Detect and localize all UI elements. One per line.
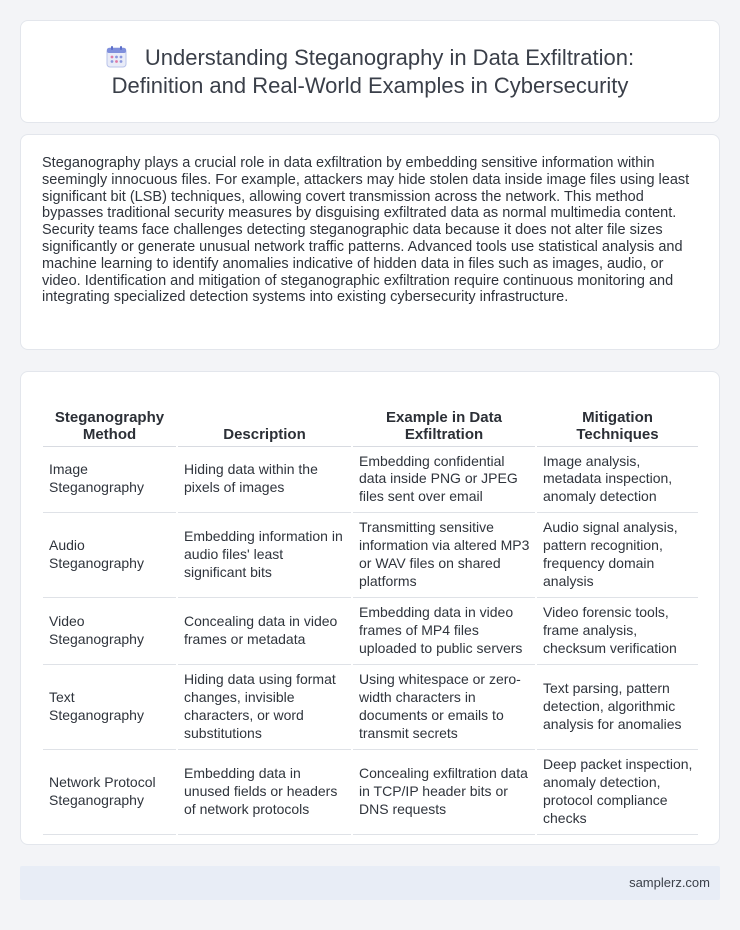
footer-bar xyxy=(20,866,720,900)
cell-example: Concealing exfiltration data in TCP/IP header bits or DNS requests xyxy=(352,749,536,834)
cell-description: Hiding data using format changes, invisible characters, or word substitutions xyxy=(177,664,352,749)
cell-example: Transmitting sensitive information via altered MP3 or WAV files on shared platforms xyxy=(352,512,536,597)
page-title xyxy=(61,44,679,100)
footer-site-link[interactable]: samplerz.com xyxy=(629,875,710,890)
cell-example: Embedding confidential data inside PNG or JPEG files sent over email xyxy=(352,446,536,512)
intro-card xyxy=(20,134,720,350)
cell-mitigation: Deep packet inspection, anomaly detection, protocol compliance checks xyxy=(536,749,698,834)
comparison-table xyxy=(43,394,698,835)
cell-method: Network Protocol Steganography xyxy=(43,749,177,834)
column-header-method: Steganography Method xyxy=(43,394,177,446)
cell-mitigation: Audio signal analysis, pattern recognition, frequency domain analysis xyxy=(536,512,698,597)
cell-description: Embedding information in audio files' least significant bits xyxy=(177,512,352,597)
cell-method: Video Steganography xyxy=(43,597,177,664)
cell-mitigation: Image analysis, metadata inspection, anomaly detection xyxy=(536,446,698,512)
cell-method: Image Steganography xyxy=(43,446,177,512)
intro-paragraph: Steganography plays a crucial role in data exfiltration by embedding sensitive information within seemingly innocuous files. For example, attackers may hide stolen data inside image files using least significant bit (LSB) techniques, allowing covert transmission across the network. This method bypasses traditional security measures by disguising exfiltrated data as normal multimedia content. Security teams face challenges detecting steganographic data because it does not alter file sizes significantly or generate unusual network traffic patterns. Advanced tools use statistical analysis and machine learning to identify anomalies indicative of hidden data in files such as images, audio, or video. Identification and mitigation of steganographic exfiltration require continuous monitoring and integrating specialized detection systems into existing cybersecurity infrastructure. xyxy=(42,155,690,306)
cell-example: Embedding data in video frames of MP4 files uploaded to public servers xyxy=(352,597,536,664)
cell-method: Audio Steganography xyxy=(43,512,177,597)
table-row xyxy=(43,446,698,512)
table-card xyxy=(20,371,720,845)
cell-description: Hiding data within the pixels of images xyxy=(177,446,352,512)
table-header-row xyxy=(43,394,698,446)
column-header-example: Example in Data Exfiltration xyxy=(352,394,536,446)
cell-description: Embedding data in unused fields or headers of network protocols xyxy=(177,749,352,834)
cell-mitigation: Video forensic tools, frame analysis, checksum verification xyxy=(536,597,698,664)
table-row xyxy=(43,512,698,597)
cell-method: Text Steganography xyxy=(43,664,177,749)
column-header-mitigation: Mitigation Techniques xyxy=(536,394,698,446)
column-header-description: Description xyxy=(177,394,352,446)
cell-mitigation: Text parsing, pattern detection, algorithmic analysis for anomalies xyxy=(536,664,698,749)
cell-example: Using whitespace or zero-width characters in documents or emails to transmit secrets xyxy=(352,664,536,749)
table-row xyxy=(43,749,698,834)
page-title-text: Understanding Steganography in Data Exfiltration: Definition and Real-World Examples in Cybersecurity xyxy=(111,44,635,98)
title-card xyxy=(20,20,720,123)
table-row xyxy=(43,664,698,749)
calendar-grid-icon xyxy=(106,46,127,68)
cell-description: Concealing data in video frames or metadata xyxy=(177,597,352,664)
table-row xyxy=(43,597,698,664)
